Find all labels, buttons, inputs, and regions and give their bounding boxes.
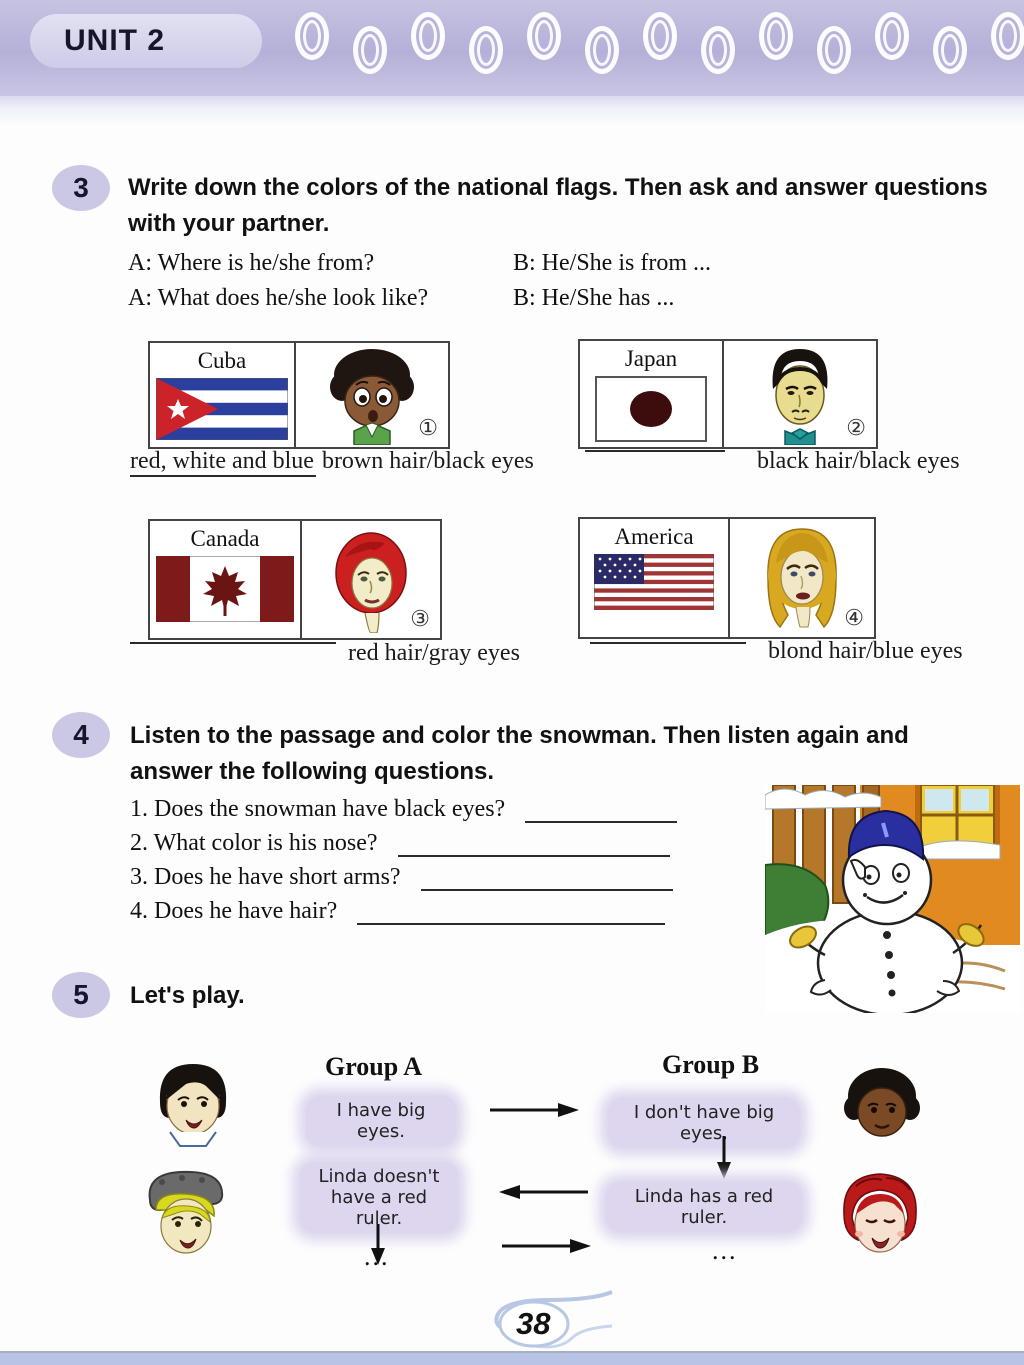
man-black-hair-portrait [755,343,845,445]
section-5-number-label: 5 [73,979,89,1010]
section-3-title: Write down the colors of the national flags. Then ask and answer questions with your partner. [128,174,988,237]
question-2 [130,830,670,857]
dialogue-b2: B: He/She has ... [513,285,675,311]
question-1-blank [525,799,677,823]
boy-brown-hair-portrait [326,345,418,445]
question-4 [130,898,665,925]
dialogue-row-2 [128,285,988,312]
question-3 [130,864,673,891]
section-4-title: Listen to the passage and color the snowman. Then listen again and answer the following questions. [130,722,909,785]
header-ring-decoration [295,10,1024,90]
speech-b2: Linda has a red ruler. [606,1182,802,1232]
ring-icon [701,26,735,74]
ring-icon [469,26,503,74]
country-label-canada: Canada [190,526,260,551]
unit-pill [30,14,262,68]
arrow-right-icon [500,1238,592,1254]
question-3-text: 3. Does he have short arms? [130,864,401,890]
answer-america-desc: blond hair/blue eyes [768,638,963,664]
section-4-number-label: 4 [73,719,89,750]
country-label-japan: Japan [624,346,678,371]
dialogue-row-1 [128,250,988,277]
ring-icon [295,12,329,60]
arrow-right-icon [488,1102,580,1118]
woman-blond-hair-portrait [754,523,850,633]
answer-canada-blank [130,620,336,644]
dots-a: ... [364,1242,390,1271]
cuba-flag-icon [156,378,288,440]
snowman-illustration [765,785,1020,1013]
answer-japan-blank [585,428,725,452]
card-japan-face-cell [724,341,876,447]
answer-america-blank [590,620,746,644]
section-5-title: Let's play. [130,982,245,1009]
boy-yellow-hair-hat-portrait [136,1166,234,1264]
answer-cuba [130,448,534,475]
ring-icon [585,26,619,74]
answer-cuba-filled: red, white and blue [130,448,316,477]
dialogue-a1: A: Where is he/she from? [128,250,375,276]
question-3-blank [421,867,673,891]
header-fade [0,96,1024,126]
group-b-label: Group B [662,1050,760,1079]
card-number-3: ③ [410,606,430,631]
card-number-1: ① [418,415,438,440]
answer-japan-desc: black hair/black eyes [757,448,960,474]
question-4-text: 4. Does he have hair? [130,898,338,924]
boy-black-hair-portrait [150,1060,236,1150]
ring-icon [991,12,1024,60]
arrow-down-icon [716,1134,732,1180]
footer-band [0,1353,1024,1365]
question-1-text: 1. Does the snowman have black eyes? [130,796,506,822]
ring-icon [875,12,909,60]
ring-icon [759,12,793,60]
speech-a1: I have big eyes. [306,1096,456,1146]
group-a-label: Group A [325,1052,423,1081]
dialogue-a2: A: What does he/she look like? [128,285,429,311]
usa-flag-icon [594,554,714,610]
ring-icon [933,26,967,74]
card-number-4: ④ [844,605,864,630]
question-2-blank [398,833,670,857]
question-4-blank [357,901,665,925]
card-cuba-face-cell [296,343,448,447]
ring-icon [527,12,561,60]
ring-icon [643,12,677,60]
section-3-number [52,165,110,211]
arrow-left-icon [498,1184,590,1200]
ring-icon [411,12,445,60]
section-3-number-label: 3 [73,172,89,203]
ring-icon [353,26,387,74]
ring-icon [817,26,851,74]
country-label-america: America [614,524,694,549]
girl-red-hair-portrait [836,1170,924,1266]
speech-a2: Linda doesn't have a red ruler. [300,1162,458,1233]
card-cuba [148,341,450,449]
canada-flag-icon [156,556,294,622]
dialogue-b1: B: He/She is from ... [513,250,711,276]
speech-b1: I don't have big eyes. [608,1098,800,1148]
girl-dark-skin-portrait [842,1064,922,1144]
card-number-2: ② [846,415,866,440]
section-5-number [52,972,110,1018]
answer-canada-desc: red hair/gray eyes [348,640,520,666]
card-america-face-cell [730,519,874,637]
section-4-number [52,712,110,758]
question-1 [130,796,677,823]
card-cuba-flag-cell [150,343,296,447]
question-2-text: 2. What color is his nose? [130,830,378,856]
country-label-cuba: Cuba [197,348,247,373]
unit-label: UNIT 2 [64,24,166,57]
woman-red-hair-portrait [325,527,417,633]
dots-b: ... [712,1236,738,1265]
answer-cuba-desc: brown hair/black eyes [321,448,534,474]
page-number: 38 [516,1306,551,1341]
